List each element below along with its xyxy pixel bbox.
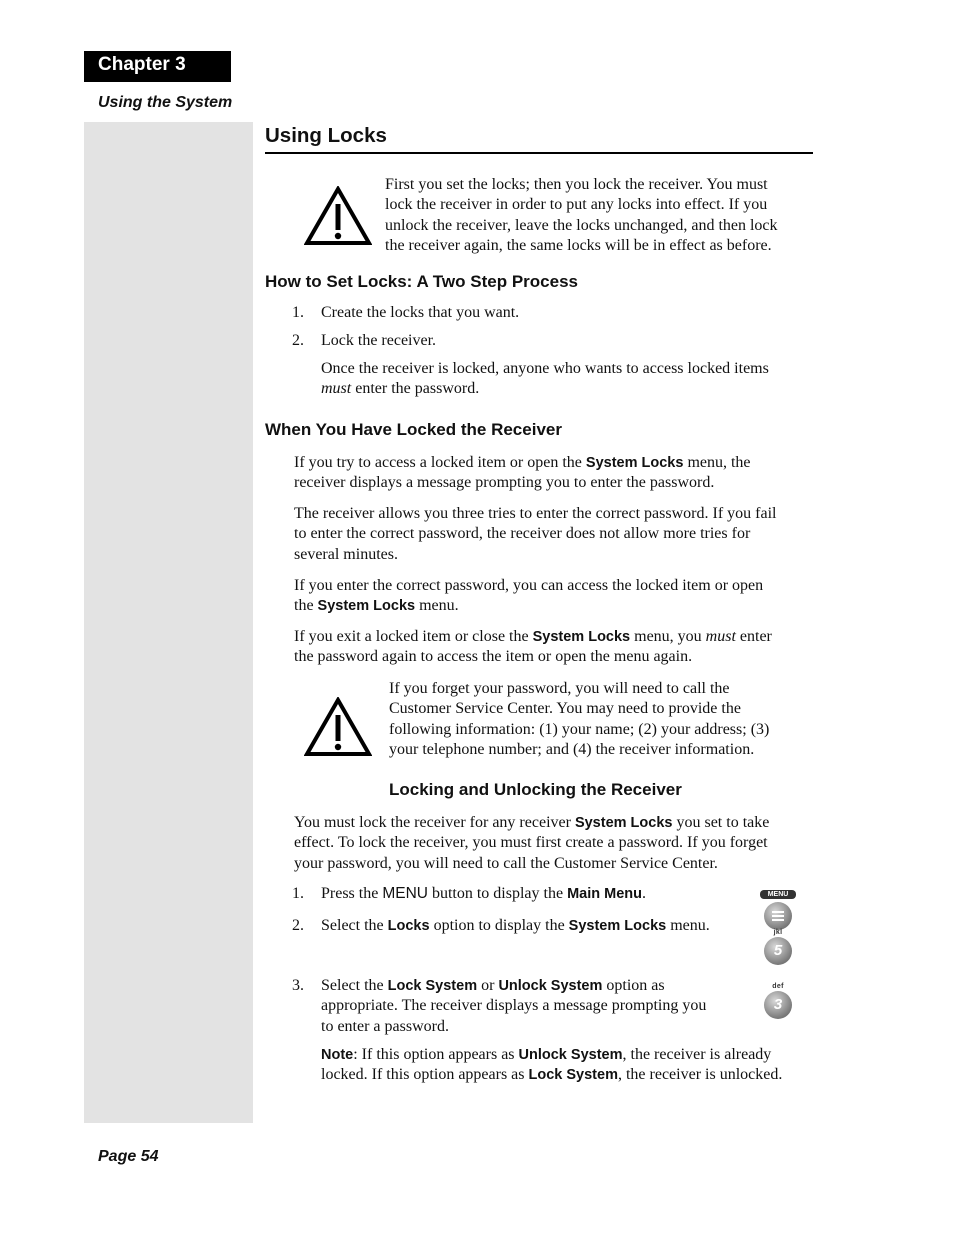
warning-text-2: If you forget your password, you will need to call the Customer Service Center. You may need to provide the following information: (1) your name; (2) your address; (3) your telephone number; and (4) the receiver information. bbox=[389, 680, 770, 759]
warning-text-1: First you set the locks; then you lock the receiver. You must lock the receiver in order to put any locks into effect. If you unlock the receiver, leave the locks unchanged, and then lock the receiver again, the same locks will be in effect as before. bbox=[385, 176, 778, 255]
heading-locking-unlocking: Locking and Unlocking the Receiver bbox=[389, 780, 682, 799]
heading-set-locks: How to Set Locks: A Two Step Process bbox=[265, 272, 578, 291]
paragraph: If you enter the correct password, you can access the locked item or open the System Locks menu. bbox=[294, 577, 764, 615]
page-title: Using Locks bbox=[265, 124, 387, 147]
warning-icon bbox=[304, 186, 372, 246]
five-button-image: jkl 5 bbox=[760, 929, 796, 965]
paragraph: You must lock the receiver for any receiver System Locks you set to take effect. To lock the receiver, you must first create a password. If you forget your password, you will need to call the Customer Service Center. bbox=[294, 814, 770, 872]
paragraph: The receiver allows you three tries to enter the correct password. If you fail to enter the correct password, the receiver does not allow more tries for several minutes. bbox=[294, 505, 777, 563]
menu-lines-icon bbox=[764, 902, 792, 930]
list-item-text: Lock the receiver. bbox=[321, 332, 437, 349]
list-item: 1. bbox=[292, 304, 304, 321]
heading-locked-receiver: When You Have Locked the Receiver bbox=[265, 420, 562, 439]
list-item-text: Press the MENU button to display the Main Menu. bbox=[321, 885, 646, 902]
list-item: 2. bbox=[292, 332, 304, 349]
list-item-number: 1. bbox=[292, 885, 304, 902]
list-item-text: Select the Lock System or Unlock System option as appropriate. The receiver displays a message prompting you to enter a password. bbox=[321, 977, 707, 1035]
section-label: Using the System bbox=[98, 94, 233, 111]
paragraph: If you exit a locked item or close the System Locks menu, you must enter the password again to access the item or open the menu again. bbox=[294, 628, 772, 666]
chapter-tab: Chapter 3 bbox=[84, 51, 231, 82]
menu-button-image: MENU bbox=[760, 890, 796, 930]
set-locks-note: Once the receiver is locked, anyone who wants to access locked items must enter the password. bbox=[321, 360, 769, 398]
note: Note: If this option appears as Unlock System, the receiver is already locked. If this option appears as Lock System, the receiver is unlocked. bbox=[321, 1046, 783, 1084]
title-rule bbox=[265, 152, 813, 154]
list-item-text: Select the Locks option to display the System Locks menu. bbox=[321, 917, 710, 934]
three-button-image: def 3 bbox=[760, 983, 796, 1019]
warning-icon bbox=[304, 697, 372, 757]
list-item-number: 2. bbox=[292, 917, 304, 934]
page-number: Page 54 bbox=[98, 1148, 159, 1165]
list-item-number: 3. bbox=[292, 977, 304, 994]
paragraph: If you try to access a locked item or open the System Locks menu, the receiver displays a message prompting you to enter the password. bbox=[294, 454, 751, 492]
list-item-text: Create the locks that you want. bbox=[321, 304, 520, 321]
sidebar-margin bbox=[84, 122, 253, 1123]
